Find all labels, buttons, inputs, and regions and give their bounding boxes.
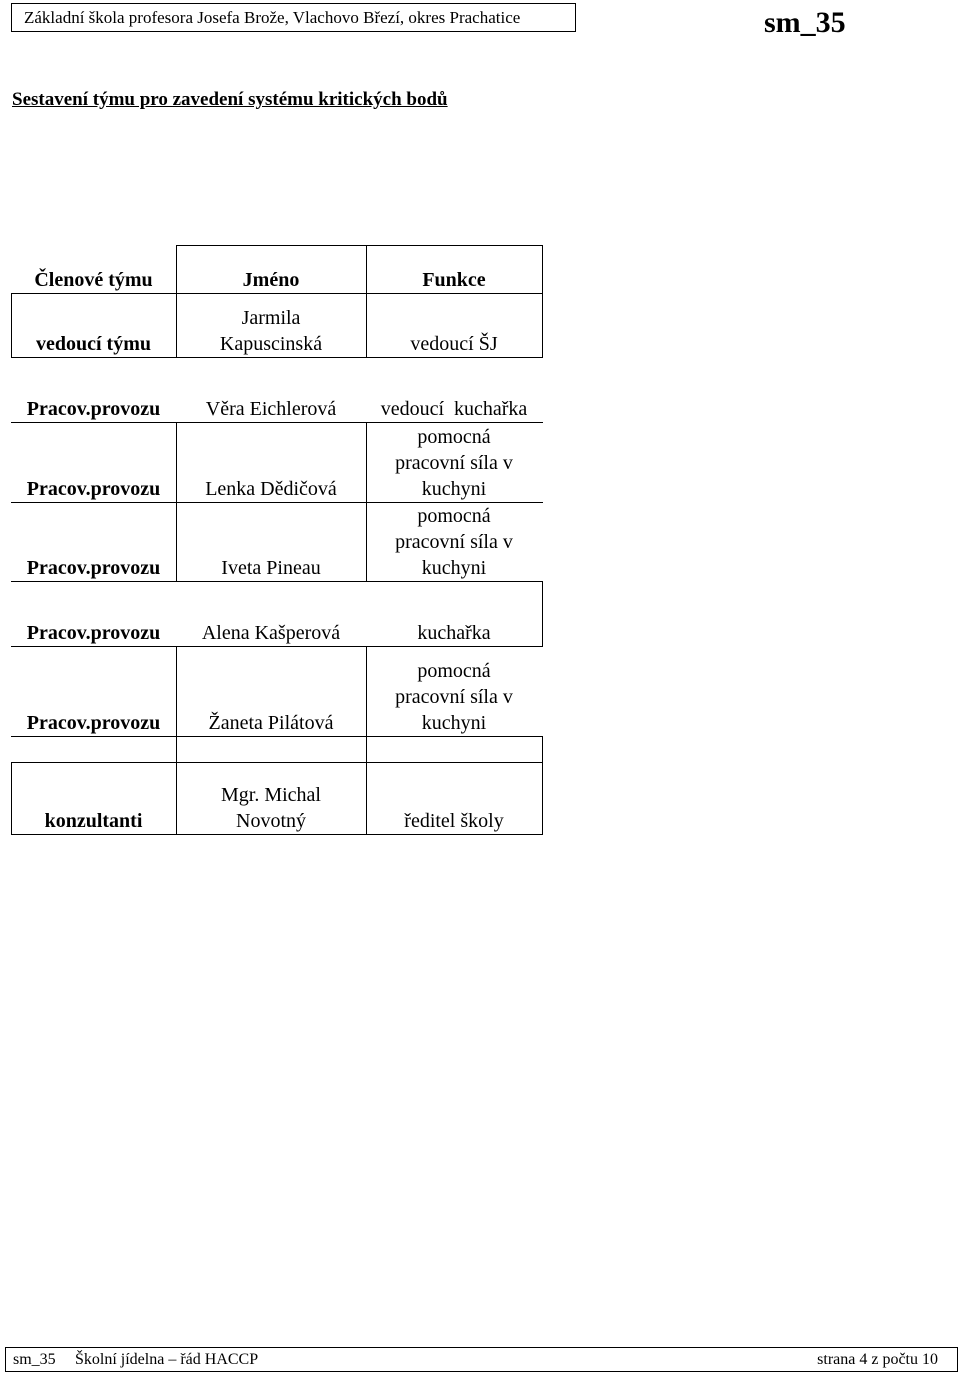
row-function: pomocná pracovní síla v kuchyni: [395, 426, 513, 500]
row-name: Iveta Pineau: [221, 557, 321, 579]
header-function: Funkce: [422, 269, 486, 291]
row-role: Pracov.provozu: [26, 478, 161, 500]
row-role: Pracov.provozu: [26, 557, 161, 579]
header-members: Členové týmu: [34, 269, 153, 291]
document-code: sm_35: [764, 6, 846, 39]
row-name: Jarmila Kapuscinská: [219, 307, 323, 355]
table-line: [542, 581, 543, 646]
row-function: pomocná pracovní síla v kuchyni: [395, 660, 513, 734]
row-name: Žaneta Pilátová: [208, 712, 334, 734]
footer-page-number: strana 4 z počtu 10: [817, 1351, 938, 1368]
table-line: [366, 422, 367, 581]
row-name: Alena Kašperová: [201, 622, 341, 644]
row-function: vedoucí kuchařka: [380, 398, 528, 420]
footer-code: sm_35: [13, 1351, 56, 1368]
page-footer: [5, 1347, 958, 1372]
row-role: Pracov.provozu: [26, 712, 161, 734]
row-role: vedoucí týmu: [36, 333, 151, 355]
school-name: Základní škola profesora Josefa Brože, Vlachovo Březí, okres Prachatice: [24, 8, 521, 27]
document-title: Sestavení týmu pro zavedení systému kritických bodů: [12, 89, 448, 110]
footer-document-name: Školní jídelna – řád HACCP: [75, 1351, 259, 1368]
row-role: Pracov.provozu: [26, 622, 161, 644]
row-role: konzultanti: [44, 810, 143, 832]
row-name: Věra Eichlerová: [205, 398, 337, 420]
row-function: pomocná pracovní síla v kuchyni: [395, 505, 513, 579]
header-name: Jméno: [242, 269, 300, 291]
row-function: ředitel školy: [404, 810, 504, 832]
row-name: Mgr. Michal Novotný: [221, 784, 321, 832]
row-function: vedoucí ŠJ: [410, 333, 498, 355]
row-name: Lenka Dědičová: [205, 478, 337, 500]
row-role: Pracov.provozu: [26, 398, 161, 420]
table-line: [542, 736, 543, 834]
table-line: [542, 245, 543, 357]
row-function: kuchařka: [417, 622, 491, 644]
